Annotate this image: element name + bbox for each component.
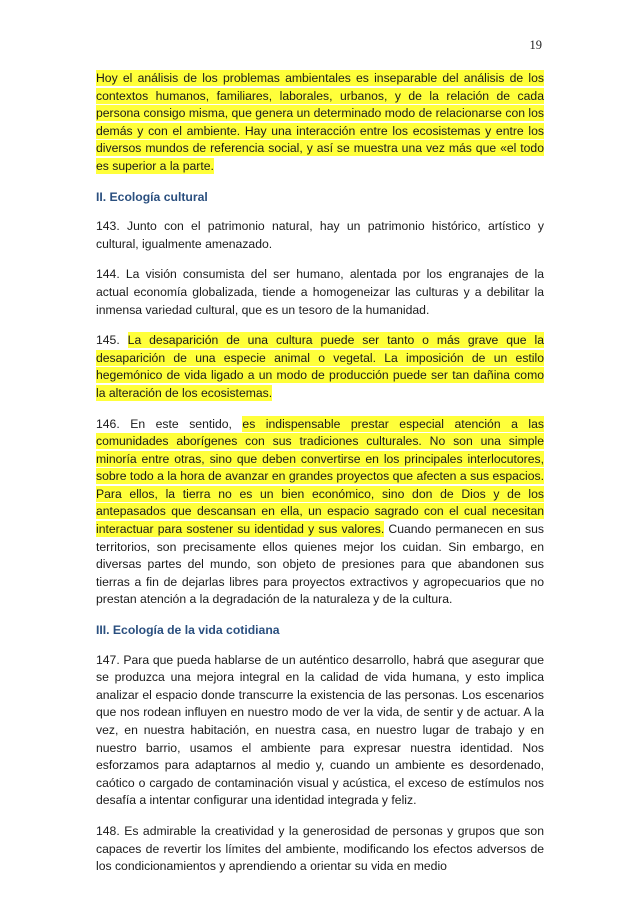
highlighted-text: Hoy el análisis de los problemas ambientales es inseparable del análisis de los contextos humanos, familiares, laborales, urbanos, y de la relación de cada persona consigo misma, que genera un determinado modo de relacionarse con los demás y con el ambiente. Hay una interacción entre los ecosistemas y entre los diversos mundos de referencia social, y así se muestra una vez más que «el todo es superior a la parte. (96, 71, 544, 173)
paragraph-147: 147. Para que pueda hablarse de un auténtico desarrollo, habrá que asegurar que se produzca una mejora integral en la calidad de vida humana, y esto implica analizar el espacio donde transcurre la existencia de las personas. Los escenarios que nos rodean influyen en nuestro modo de ver la vida, de sentir y de actuar. A la vez, en nuestra habitación, en nuestra casa, en nuestro lugar de trabajo y en nuestro barrio, usamos el ambiente para expresar nuestra identidad. Nos esforzamos para adaptarnos al medio y, cuando un ambiente es desordenado, caótico o cargado de contaminación visual y acústica, el exceso de estímulos nos desafía a intentar configurar una identidad integrada y feliz. (96, 652, 544, 808)
page-content (96, 70, 544, 889)
page-number: 19 (529, 38, 542, 52)
highlighted-text: La desaparición de una cultura puede ser tanto o más grave que la desaparición de una especie animal o vegetal. La imposición de un estilo hegemónico de vida ligado a un modo de producción puede ser tan dañina como la alteración de los ecosistemas. (96, 333, 544, 400)
section-heading-vida-cotidiana: III. Ecología de la vida cotidiana (96, 623, 280, 638)
paragraph-number: 145. (96, 333, 120, 348)
paragraph-148: 148. Es admirable la creatividad y la generosidad de personas y grupos que son capaces de revertir los límites del ambiente, modificando los efectos adversos de los condicionamientos y aprendiendo a orientar su vida en medio (96, 823, 544, 874)
paragraph-144: 144. La visión consumista del ser humano, alentada por los engranajes de la actual economía globalizada, tiende a homogeneizar las culturas y a debilitar la inmensa variedad cultural, que es un tesoro de la humanidad. (96, 267, 544, 317)
highlighted-text: es indispensable prestar especial atención a las comunidades aborígenes con sus tradiciones culturales. No son una simple minoría entre otras, sino que deben convertirse en los principales interlocutores, sobre todo a la hora de avanzar en grandes proyectos que afecten a sus espacios. (96, 416, 544, 484)
paragraph-146 (96, 416, 544, 610)
highlighted-text: Para ellos, la tierra no es un bien económico, sino don de Dios y de los antepasados que descansan en ella, un espacio sagrado con el cual necesitan interactuar para sostener su identidad y sus valores. (96, 486, 544, 537)
section-heading-ecologia-cultural: II. Ecología cultural (96, 189, 208, 204)
paragraph-143: 143. Junto con el patrimonio natural, hay un patrimonio histórico, artístico y cultural, igualmente amenazado. (96, 219, 544, 251)
intro-paragraph (96, 70, 544, 176)
paragraph-tail: Cuando permanecen en sus territorios, son precisamente ellos quienes mejor los cuidan. Sin embargo, en diversas partes del mundo, son objeto de presiones para que abandonen sus tierras a fin de dejarlas libres para proyectos extractivos y agropecuarios que no prestan atención a la degradación de la naturaleza y de la cultura. (96, 522, 544, 607)
paragraph-lead: 146. En este sentido, (96, 416, 232, 431)
paragraph-145 (96, 332, 544, 402)
